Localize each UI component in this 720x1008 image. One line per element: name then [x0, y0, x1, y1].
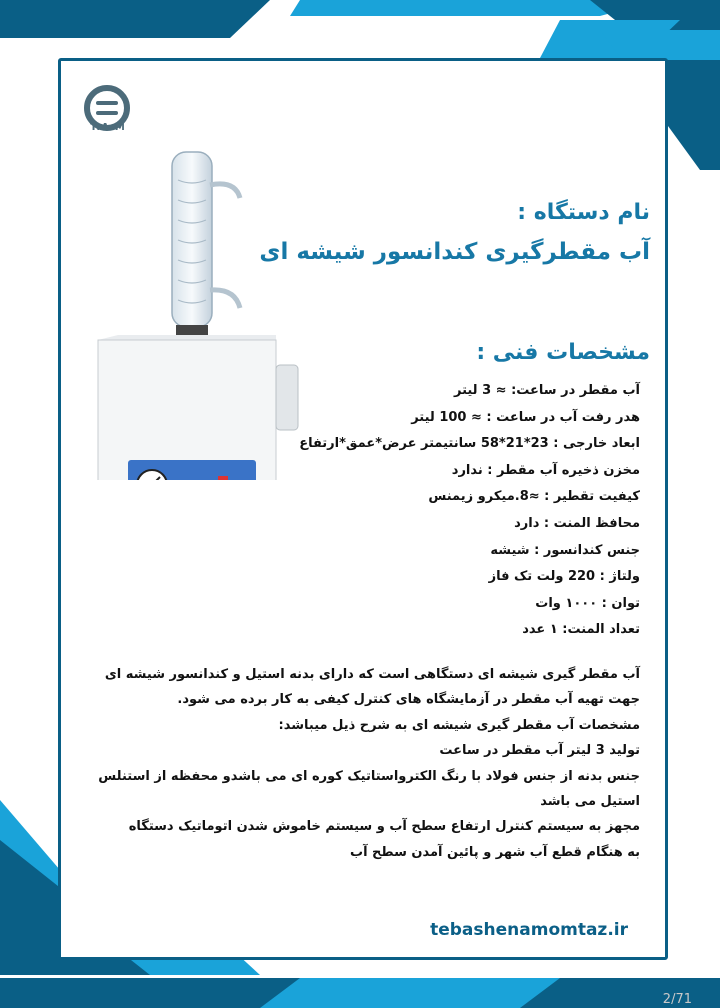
- description-line: به هنگام قطع آب شهر و پائین آمدن سطح آب: [350, 844, 640, 860]
- page-number: 2/71: [662, 992, 692, 1007]
- device-name-label: نام دستگاه :: [517, 200, 650, 225]
- spec-item: جنس کندانسور : شیشه: [490, 542, 640, 558]
- spec-item: مخزن ذخیره آب مقطر : ندارد: [451, 462, 640, 478]
- spec-item: هدر رفت آب در ساعت : ≈ 100 لیتر: [411, 409, 640, 425]
- spec-item: ابعاد خارجی : 23*21*58 سانتیمتر عرض*عمق*ارتفاع: [299, 436, 640, 452]
- spec-list: [299, 378, 640, 644]
- description-line: مجهز به سیستم کنترل ارتفاع سطح آب و سیستم خاموش شدن اتوماتیک دستگاه: [128, 819, 640, 835]
- logo-text: T.A.M: [90, 122, 126, 133]
- description-line: تولید 3 لیتر آب مقطر در ساعت: [439, 743, 640, 759]
- description-line: مشخصات آب مقطر گیری شیشه ای به شرح ذیل میباشد:: [278, 717, 640, 733]
- device-name: آب مقطرگیری کندانسور شیشه ای: [259, 239, 650, 265]
- device-title-block: [259, 200, 650, 265]
- description-line: جهت تهیه آب مقطر در آزمایشگاه های کنترل کیفی به کار برده می شود.: [177, 692, 640, 708]
- specs-heading: مشخصات فنی :: [476, 340, 650, 365]
- spec-item: آب مقطر در ساعت: ≈ 3 لیتر: [453, 383, 640, 398]
- description-line: آب مقطر گیری شیشه ای دستگاهی است که دارای بدنه استیل و کندانسور شیشه ای: [104, 667, 640, 682]
- spec-item: تعداد المنت: ۱ عدد: [522, 622, 640, 638]
- spec-item: ولتاژ : 220 ولت تک فاز: [488, 569, 640, 585]
- website-link[interactable]: tebashenamomtaz.ir: [430, 920, 628, 940]
- spec-item: کیفیت تقطیر : ≈8.میکرو زیمنس: [428, 489, 640, 505]
- spec-item: توان : ۱۰۰۰ وات: [535, 595, 640, 611]
- description-line: استیل می باشد: [540, 794, 640, 810]
- description: [80, 662, 640, 865]
- spec-item: محافظ المنت : دارد: [514, 515, 640, 531]
- description-line: جنس بدنه از جنس فولاد با رنگ الکترواستاتیک کوره ای می باشدو محفظه از استنلس: [98, 768, 640, 784]
